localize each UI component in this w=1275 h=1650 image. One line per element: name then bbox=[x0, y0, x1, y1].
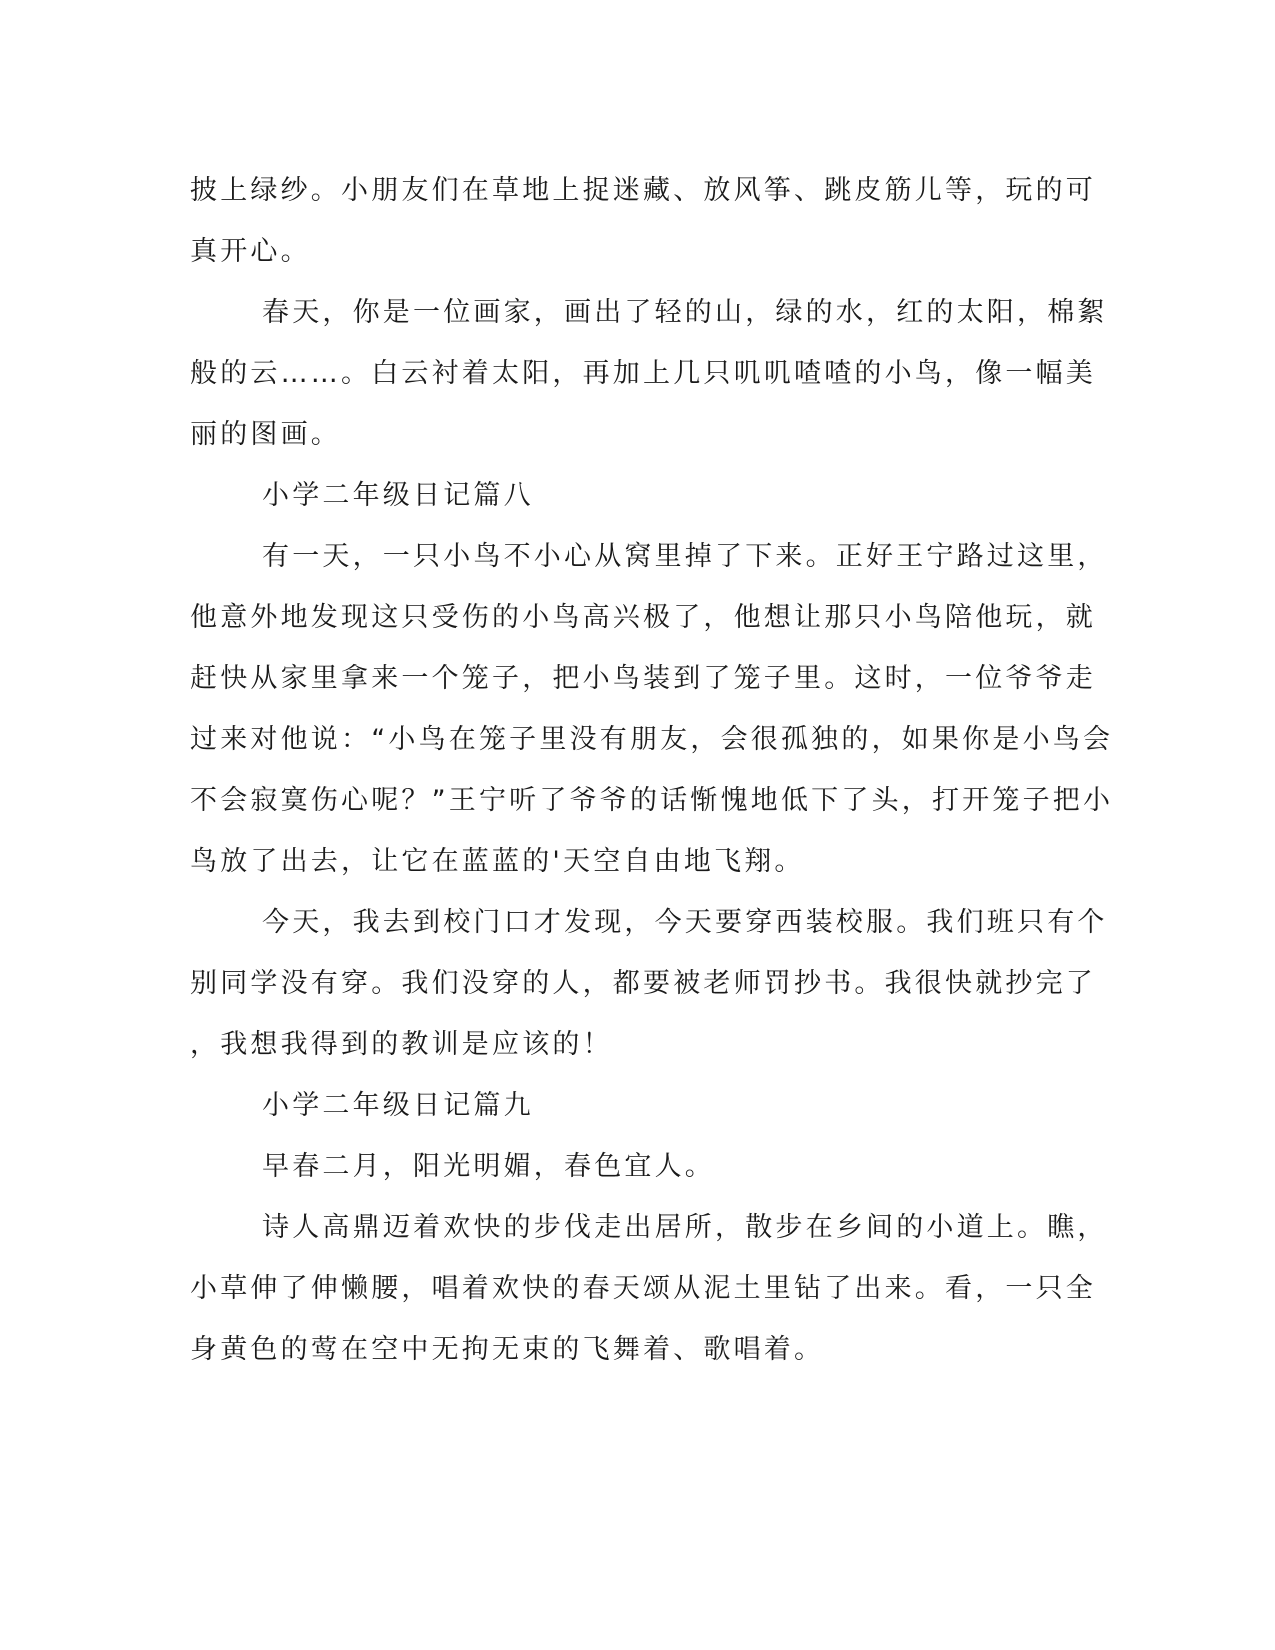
text-line: 般的云……。白云衬着太阳，再加上几只叽叽喳喳的小鸟，像一幅美 bbox=[190, 358, 1096, 389]
text-line: 赶快从家里拿来一个笼子，把小鸟装到了笼子里。这时，一位爷爷走 bbox=[190, 663, 1096, 694]
text-line: 丽的图画。 bbox=[190, 419, 341, 450]
text-line: 不会寂寞伤心呢？”王宁听了爷爷的话惭愧地低下了头，打开笼子把小 bbox=[190, 785, 1114, 816]
text-line: ，我想我得到的教训是应该的！ bbox=[190, 1029, 613, 1060]
paragraph-start: 诗人高鼎迈着欢快的步伐走出居所，散步在乡间的小道上。瞧， bbox=[262, 1212, 1108, 1243]
section-heading: 小学二年级日记篇八 bbox=[262, 480, 534, 511]
text-line: 身黄色的莺在空中无拘无束的飞舞着、歌唱着。 bbox=[190, 1334, 825, 1365]
paragraph-start: 今天，我去到校门口才发现，今天要穿西装校服。我们班只有个 bbox=[262, 907, 1108, 938]
text-line: 小草伸了伸懒腰，唱着欢快的春天颂从泥土里钻了出来。看，一只全 bbox=[190, 1273, 1096, 1304]
paragraph-start: 早春二月，阳光明媚，春色宜人。 bbox=[262, 1151, 715, 1182]
text-line: 真开心。 bbox=[190, 236, 311, 267]
text-line: 别同学没有穿。我们没穿的人，都要被老师罚抄书。我很快就抄完了 bbox=[190, 968, 1096, 999]
paragraph-start: 春天，你是一位画家，画出了轻的山，绿的水，红的太阳，棉絮 bbox=[262, 297, 1108, 328]
text-line: 过来对他说：“小鸟在笼子里没有朋友，会很孤独的，如果你是小鸟会 bbox=[190, 724, 1114, 755]
section-heading: 小学二年级日记篇九 bbox=[262, 1090, 534, 1121]
paragraph-start: 有一天，一只小鸟不小心从窝里掉了下来。正好王宁路过这里， bbox=[262, 541, 1108, 572]
text-line: 鸟放了出去，让它在蓝蓝的'天空自由地飞翔。 bbox=[190, 846, 805, 877]
text-line: 披上绿纱。小朋友们在草地上捉迷藏、放风筝、跳皮筋儿等，玩的可 bbox=[190, 175, 1096, 206]
document-body bbox=[190, 160, 1114, 1380]
text-line: 他意外地发现这只受伤的小鸟高兴极了，他想让那只小鸟陪他玩，就 bbox=[190, 602, 1096, 633]
